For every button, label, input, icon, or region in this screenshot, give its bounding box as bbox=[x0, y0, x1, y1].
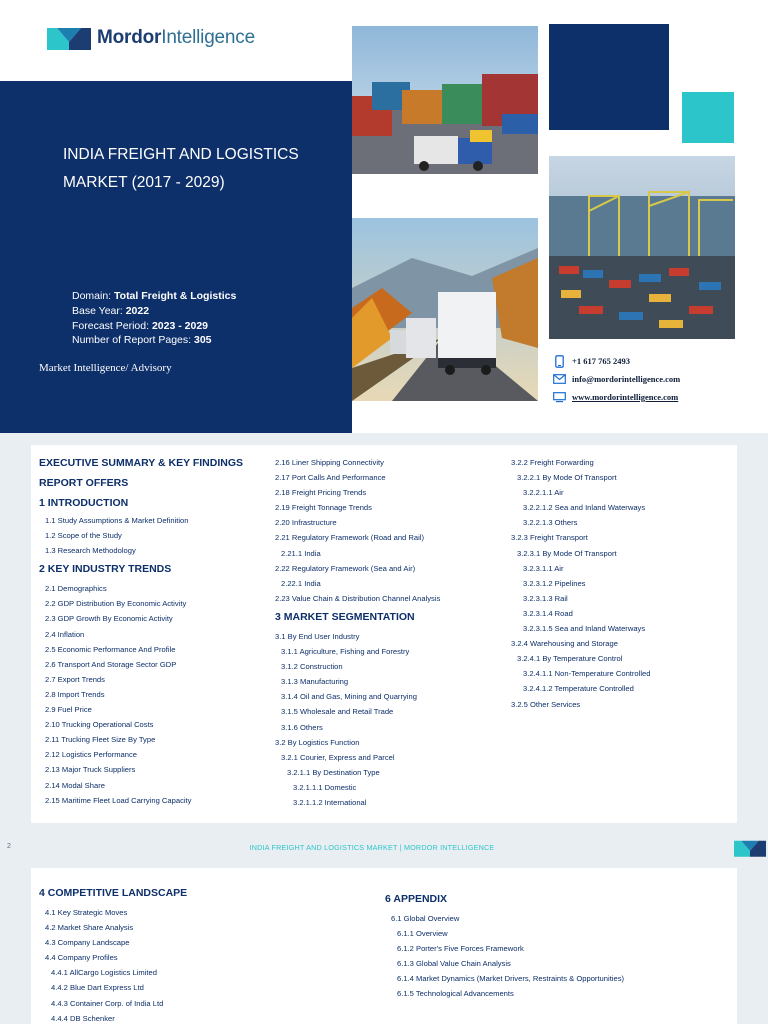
toc-entry: 2.3 GDP Growth By Economic Activity bbox=[45, 614, 173, 624]
page-number: 2 bbox=[7, 843, 11, 850]
toc-entry: 4.4.3 Container Corp. of India Ltd bbox=[51, 998, 164, 1008]
brand-logo bbox=[47, 26, 255, 50]
toc-entry: 2.16 Liner Shipping Connectivity bbox=[275, 458, 384, 467]
toc-entry: 4.3 Company Landscape bbox=[45, 938, 130, 948]
monitor-icon bbox=[552, 391, 566, 403]
toc-entry: 3.1.4 Oil and Gas, Mining and Quarrying bbox=[281, 692, 417, 702]
report-title: INDIA FREIGHT AND LOGISTICS MARKET (2017 - 2029) bbox=[63, 146, 299, 191]
toc-entry: 3.2.5 Other Services bbox=[511, 699, 581, 709]
toc-entry: 2.10 Trucking Operational Costs bbox=[45, 720, 154, 730]
toc-entry: 3.2.2.1 By Mode Of Transport bbox=[517, 473, 617, 483]
contact-info bbox=[552, 352, 680, 406]
brand-name: MordorIntelligence bbox=[97, 27, 255, 48]
toc-entry: 1.1 Study Assumptions & Market Definition bbox=[45, 516, 189, 525]
toc-section-heading: 1 INTRODUCTION bbox=[39, 497, 129, 509]
toc-entry: 3.1.2 Construction bbox=[281, 662, 343, 672]
contact-email[interactable]: info@mordorintelligence.com bbox=[552, 370, 680, 388]
toc-entry: 2.21 Regulatory Framework (Road and Rail) bbox=[275, 533, 424, 543]
toc-entry: 1.2 Scope of the Study bbox=[45, 531, 122, 541]
toc-entry: 2.8 Import Trends bbox=[45, 689, 105, 699]
toc-entry: 3.2.4 Warehousing and Storage bbox=[511, 639, 618, 649]
toc-entry: 3.2.1.1.1 Domestic bbox=[293, 782, 357, 792]
toc-section-heading: 2 KEY INDUSTRY TRENDS bbox=[39, 563, 172, 576]
toc-entry: 2.23 Value Chain & Distribution Channel Analysis bbox=[275, 593, 441, 603]
toc-column-1 bbox=[39, 453, 269, 808]
toc-entry: 2.6 Transport And Storage Sector GDP bbox=[45, 659, 177, 669]
toc-column-2 bbox=[275, 455, 505, 810]
toc2-column-2 bbox=[385, 888, 625, 1002]
toc-entry: 3.1 By End User Industry bbox=[275, 631, 360, 641]
toc-entry: 3.1.6 Others bbox=[281, 722, 323, 732]
toc-entry: 2.4 Inflation bbox=[45, 629, 85, 639]
toc-entry: 2.7 Export Trends bbox=[45, 674, 105, 684]
toc-entry: 6.1.1 Overview bbox=[397, 929, 448, 939]
decor-navy-square bbox=[549, 24, 669, 130]
toc-entry: 2.20 Infrastructure bbox=[275, 518, 337, 528]
toc2-column-1 bbox=[39, 882, 339, 1024]
toc-entry: 3.2.1.1.2 International bbox=[293, 797, 367, 807]
toc-entry: 6.1.5 Technological Advancements bbox=[397, 989, 514, 999]
toc-entry: 3.2.4.1 By Temperature Control bbox=[517, 654, 623, 664]
toc-entry: 3.2.4.1.1 Non-Temperature Controlled bbox=[523, 669, 651, 679]
toc-entry: 4.4.4 DB Schenker bbox=[51, 1013, 115, 1023]
toc-entry: 3.1.5 Wholesale and Retail Trade bbox=[281, 707, 394, 717]
toc-section-heading: EXECUTIVE SUMMARY & KEY FINDINGS bbox=[39, 457, 244, 469]
table-of-contents-continued bbox=[31, 868, 737, 1024]
toc-entry: 3.2.3.1 By Mode Of Transport bbox=[517, 548, 617, 558]
toc-entry: 2.19 Freight Tonnage Trends bbox=[275, 503, 372, 513]
mordor-logo-icon bbox=[47, 26, 91, 50]
toc-entry: 4.4.1 AllCargo Logistics Limited bbox=[51, 968, 157, 978]
toc-entry: 3.2.3.1.5 Sea and Inland Waterways bbox=[523, 624, 646, 634]
meta-forecast: Forecast Period: 2023 - 2029 bbox=[72, 319, 209, 332]
toc-entry: 3.2.1.1 By Destination Type bbox=[287, 767, 380, 777]
toc-entry: 2.18 Freight Pricing Trends bbox=[275, 488, 367, 498]
toc-entry: 4.4.2 Blue Dart Express Ltd bbox=[51, 983, 144, 993]
table-of-contents bbox=[31, 445, 737, 823]
toc-entry: 2.14 Modal Share bbox=[45, 780, 105, 790]
toc-column-3 bbox=[511, 455, 731, 712]
mail-icon bbox=[552, 373, 566, 385]
toc-section-heading: 4 COMPETITIVE LANDSCAPE bbox=[39, 887, 188, 899]
toc-entry: 3.2.2.1.1 Air bbox=[523, 488, 564, 498]
meta-pages: Number of Report Pages: 305 bbox=[72, 334, 212, 347]
cover-title-panel bbox=[0, 81, 352, 433]
toc-entry: 4.2 Market Share Analysis bbox=[45, 923, 134, 933]
toc-section-heading: 3 MARKET SEGMENTATION bbox=[275, 610, 415, 623]
toc-entry: 3.2.2.1.2 Sea and Inland Waterways bbox=[523, 503, 646, 513]
toc-entry: 3.2.1 Courier, Express and Parcel bbox=[281, 752, 395, 762]
toc-section-heading: REPORT OFFERS bbox=[39, 477, 129, 489]
toc-entry: 3.2.3 Freight Transport bbox=[511, 533, 588, 543]
toc-entry: 3.1.3 Manufacturing bbox=[281, 677, 349, 687]
toc-entry: 3.2.3.1.2 Pipelines bbox=[523, 578, 586, 588]
toc-entry: 3.2 By Logistics Function bbox=[275, 737, 360, 747]
phone-icon bbox=[552, 355, 566, 367]
toc-entry: 6.1.3 Global Value Chain Analysis bbox=[397, 959, 511, 969]
toc-entry: 3.2.2.1.3 Others bbox=[523, 518, 578, 528]
meta-domain: Domain: Total Freight & Logistics bbox=[72, 290, 237, 302]
toc-entry: 2.22.1 India bbox=[281, 578, 321, 588]
toc-entry: 2.11 Trucking Fleet Size By Type bbox=[45, 735, 156, 745]
decor-teal-square bbox=[682, 92, 734, 143]
toc-entry: 3.1.1 Agriculture, Fishing and Forestry bbox=[281, 647, 410, 657]
toc-entry: 6.1.2 Porter's Five Forces Framework bbox=[397, 944, 524, 954]
toc-entry: 3.2.3.1.4 Road bbox=[523, 608, 573, 618]
toc-entry: 2.12 Logistics Performance bbox=[45, 750, 138, 760]
toc-entry: 4.1 Key Strategic Moves bbox=[45, 908, 128, 917]
report-meta bbox=[72, 289, 236, 348]
cover-tagline: Market Intelligence/ Advisory bbox=[39, 362, 172, 374]
toc-entry: 4.4 Company Profiles bbox=[45, 953, 118, 963]
toc-entry: 6.1 Global Overview bbox=[391, 914, 460, 923]
toc-entry: 6.1.4 Market Dynamics (Market Drivers, Restraints & Opportunities) bbox=[397, 974, 625, 984]
toc-entry: 3.2.2 Freight Forwarding bbox=[511, 458, 594, 467]
toc-entry: 2.2 GDP Distribution By Economic Activity bbox=[45, 599, 187, 609]
toc-entry: 3.2.4.1.2 Temperature Controlled bbox=[523, 684, 634, 694]
contact-phone: +1 617 765 2493 bbox=[552, 352, 680, 370]
footer-logo-icon bbox=[734, 838, 766, 858]
photo-trucks-containers bbox=[352, 26, 538, 174]
toc-entry: 2.17 Port Calls And Performance bbox=[275, 473, 386, 483]
page-footer: INDIA FREIGHT AND LOGISTICS MARKET | MORDOR INTELLIGENCE bbox=[249, 843, 495, 852]
toc-entry: 2.5 Economic Performance And Profile bbox=[45, 644, 176, 654]
toc-entry: 2.9 Fuel Price bbox=[45, 705, 92, 715]
meta-base-year: Base Year: 2022 bbox=[72, 304, 150, 317]
cover-page bbox=[0, 0, 768, 433]
photo-trucks-road bbox=[352, 218, 538, 401]
contact-website[interactable]: www.mordorintelligence.com bbox=[552, 388, 680, 406]
photo-port-cranes bbox=[549, 156, 735, 339]
toc-entry: 2.21.1 India bbox=[281, 548, 321, 558]
toc-entry: 1.3 Research Methodology bbox=[45, 546, 136, 556]
toc-entry: 2.15 Maritime Fleet Load Carrying Capacity bbox=[45, 795, 192, 805]
toc-entry: 3.2.3.1.3 Rail bbox=[523, 593, 568, 603]
toc-section-heading: 6 APPENDIX bbox=[385, 893, 448, 905]
toc-entry: 3.2.3.1.1 Air bbox=[523, 563, 564, 573]
toc-entry: 2.13 Major Truck Suppliers bbox=[45, 765, 136, 775]
toc-entry: 2.22 Regulatory Framework (Sea and Air) bbox=[275, 563, 416, 573]
toc-entry: 2.1 Demographics bbox=[45, 584, 107, 594]
